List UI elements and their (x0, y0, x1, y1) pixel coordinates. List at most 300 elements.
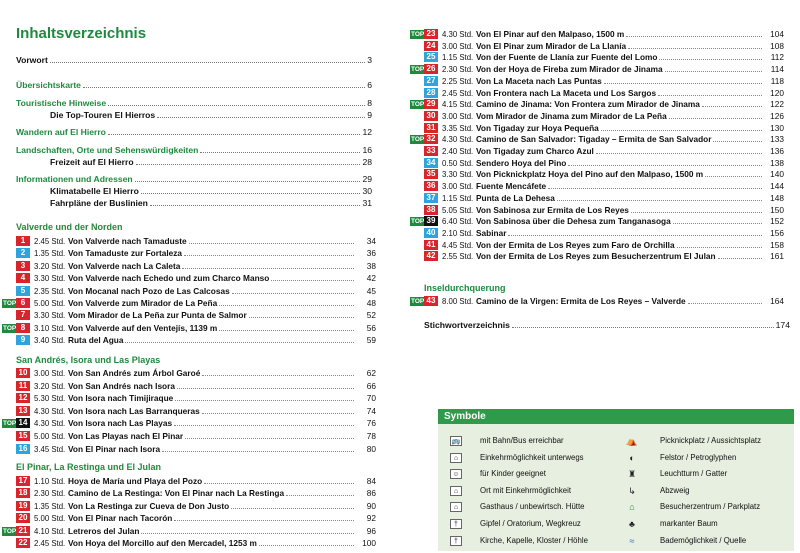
route-title: Von Tigaday zur Hoya Pequeña (476, 122, 599, 133)
toc-entry[interactable] (16, 110, 372, 121)
route-row[interactable] (424, 205, 784, 216)
route-duration: 8.00 Std. (442, 297, 474, 306)
left-column (3, 0, 376, 553)
route-number-badge: 8 (16, 323, 30, 333)
route-page: 38 (366, 260, 376, 271)
route-title-wrap (68, 236, 356, 247)
top-badge: TOP (411, 298, 425, 305)
route-duration: 2.40 Std. (442, 147, 474, 156)
section-heading-insel: Inseldurchquerung (424, 283, 506, 293)
route-row[interactable] (424, 41, 784, 52)
route-row[interactable] (16, 310, 376, 321)
symbol-legend-title: Symbole (438, 409, 794, 424)
toc-entry-page: 30 (362, 186, 372, 196)
route-page: 45 (366, 285, 376, 296)
route-row[interactable] (424, 76, 784, 87)
route-title-wrap (476, 29, 764, 40)
route-row[interactable] (16, 538, 376, 549)
route-number-badge: 3 (16, 261, 30, 271)
route-title: Von San Andrés zum Árbol Garoé (68, 368, 201, 378)
route-title: Von El Pinar zum Mirador de La Llanía (476, 40, 627, 51)
route-title: Von Sabinosa zur Ermita de Los Reyes (476, 204, 629, 215)
symbol-label: Kirche, Kapelle, Kloster / Höhle (480, 535, 588, 545)
route-row[interactable] (411, 216, 784, 227)
dot-leader (705, 169, 762, 177)
toc-entry-index[interactable] (424, 320, 790, 331)
route-duration: 3.20 Std. (34, 261, 66, 271)
route-row[interactable] (16, 286, 376, 297)
route-title-wrap (476, 158, 764, 169)
route-row[interactable] (3, 298, 376, 309)
route-title-wrap (476, 146, 764, 157)
toc-entry-page: 174 (775, 320, 790, 330)
route-row[interactable] (16, 236, 376, 247)
dot-leader (108, 98, 365, 106)
route-page: 78 (366, 431, 376, 441)
symbol-label: Bademöglichkeit / Quelle (660, 535, 747, 545)
route-row[interactable] (16, 393, 376, 404)
route-title: Von der Ermita de Los Reyes zum Besucherzentrum El Julan (476, 251, 716, 262)
dot-leader (125, 335, 354, 343)
route-row[interactable] (16, 513, 376, 524)
symbol-icon: ⌂ (629, 502, 635, 513)
dot-leader (688, 296, 762, 304)
route-duration: 2.45 Std. (442, 88, 474, 98)
route-title-wrap (476, 193, 764, 204)
dot-leader (136, 157, 361, 165)
dot-leader (202, 406, 354, 414)
dot-leader (174, 418, 354, 426)
route-page: 76 (366, 418, 376, 429)
section-heading-el-pinar: El Pinar, La Restinga und El Julan (16, 462, 162, 472)
dot-leader (249, 310, 354, 318)
toc-entry-label: Stichwortverzeichnis (424, 320, 510, 330)
route-page: 52 (366, 310, 376, 321)
symbol-icon: ⛺ (626, 436, 638, 446)
route-duration: 4.45 Std. (442, 240, 474, 250)
route-duration: 1.35 Std. (34, 501, 66, 511)
toc-entry-page: 6 (367, 80, 372, 90)
dot-leader (185, 431, 354, 439)
route-title-wrap (68, 418, 356, 429)
route-title-wrap (68, 286, 356, 297)
route-title: Von Mocanal nach Pozo de Las Calcosas (68, 285, 230, 296)
route-number-badge: 12 (16, 393, 30, 403)
toc-entry-label: Vorwort (16, 55, 48, 65)
dot-leader (659, 52, 762, 60)
symbol-label: Picknickplatz / Aussichtsplatz (660, 436, 761, 445)
route-title-wrap (68, 323, 356, 334)
toc-entry-page: 8 (367, 98, 372, 108)
dot-leader (219, 323, 354, 331)
route-title: Von Valverde nach Echedo und zum Charco Manso (68, 273, 270, 284)
route-row[interactable] (16, 476, 376, 487)
route-page: 130 (770, 122, 784, 133)
route-title-wrap (68, 444, 356, 455)
route-title-wrap (68, 501, 356, 512)
dot-leader (626, 29, 762, 37)
route-title-wrap (68, 368, 356, 379)
route-page: 118 (770, 75, 784, 86)
route-row[interactable] (424, 146, 784, 157)
route-title-wrap (68, 248, 356, 259)
route-number-badge: 24 (424, 41, 438, 51)
route-title-wrap (476, 111, 764, 122)
dot-leader (177, 381, 354, 389)
dot-leader (175, 393, 354, 401)
dot-leader (204, 476, 354, 484)
route-row[interactable] (16, 406, 376, 417)
route-row[interactable] (424, 111, 784, 122)
route-row[interactable] (411, 29, 784, 40)
route-title: Von Valverde zum Mirador de La Peña (68, 298, 218, 308)
route-title-wrap (68, 406, 356, 417)
route-page: 120 (770, 87, 784, 98)
toc-entry[interactable] (16, 157, 372, 168)
route-duration: 2.10 Std. (442, 228, 474, 238)
route-page: 152 (770, 216, 784, 227)
toc-entry-page: 16 (362, 145, 372, 155)
route-title-wrap (476, 228, 764, 239)
route-title-wrap (68, 298, 356, 309)
symbol-icon: ↳ (628, 485, 636, 496)
route-duration: 2.25 Std. (442, 76, 474, 86)
route-duration: 3.30 Std. (442, 170, 474, 180)
route-row[interactable] (424, 52, 784, 63)
route-duration: 3.00 Std. (442, 41, 474, 51)
route-number-badge: 35 (424, 169, 438, 179)
route-title-wrap (68, 261, 356, 272)
route-page: 161 (770, 251, 784, 262)
symbol-icon: † (450, 536, 462, 546)
route-number-badge: 29 (424, 99, 438, 109)
route-number-badge: 27 (424, 76, 438, 86)
route-duration: 1.15 Std. (442, 53, 474, 63)
route-title: Von Las Playas nach El Pinar (68, 431, 184, 441)
route-duration: 4.15 Std. (442, 100, 474, 110)
route-page: 80 (366, 443, 376, 454)
route-title-wrap (476, 64, 764, 75)
route-number-badge: 4 (16, 273, 30, 283)
route-row[interactable] (3, 525, 376, 537)
route-row[interactable] (424, 240, 784, 251)
route-duration: 3.00 Std. (442, 182, 474, 192)
symbol-icon: 🚌 (451, 438, 461, 445)
route-number-badge: 38 (424, 205, 438, 215)
route-number-badge: 37 (424, 193, 438, 203)
route-title: Camino de La Restinga: Von El Pinar nach La Restinga (68, 488, 285, 499)
toc-entry-label: Landschaften, Orte und Sehenswürdigkeiten (16, 145, 199, 155)
toc-entry-label: Freizeit auf El Hierro (50, 157, 134, 167)
route-number-badge: 19 (16, 501, 30, 511)
route-duration: 5.05 Std. (442, 205, 474, 215)
symbol-label: Gasthaus / unbewirtsch. Hütte (480, 502, 585, 512)
dot-leader (548, 181, 762, 189)
route-duration: 3.00 Std. (34, 369, 66, 378)
toc-entry[interactable] (16, 98, 372, 109)
toc-entry-label: Übersichtskarte (16, 80, 81, 90)
route-title: Vom Mirador de Jinama zum Mirador de La Peña (476, 110, 667, 121)
route-title-wrap (68, 488, 356, 499)
toc-entry-page: 28 (362, 157, 372, 167)
route-number-badge: 20 (16, 513, 30, 523)
toc-entry[interactable] (16, 174, 372, 185)
route-row[interactable] (411, 99, 784, 110)
dot-leader (135, 174, 361, 182)
route-number-badge: 2 (16, 248, 30, 258)
route-number-badge: 14 (16, 418, 30, 428)
route-row[interactable] (16, 368, 376, 379)
dot-leader (557, 193, 762, 201)
route-page: 34 (366, 236, 376, 246)
route-number-badge: 7 (16, 310, 30, 320)
top-badge: TOP (3, 300, 17, 307)
route-page: 56 (366, 322, 376, 333)
route-page: 59 (366, 335, 376, 346)
route-row[interactable] (424, 193, 784, 204)
symbol-label: Besucherzentrum / Parkplatz (660, 502, 761, 512)
route-duration: 4.30 Std. (34, 419, 66, 429)
route-row[interactable] (424, 169, 784, 180)
route-title-wrap (476, 134, 764, 145)
route-number-badge: 36 (424, 181, 438, 191)
route-page: 133 (770, 134, 784, 145)
route-duration: 3.10 Std. (34, 323, 66, 333)
route-title-wrap (68, 538, 356, 549)
symbol-icon: ⌂ (450, 453, 462, 463)
top-badge: TOP (411, 218, 425, 226)
dot-leader (83, 80, 365, 88)
top-badge: TOP (411, 101, 425, 109)
route-duration: 5.00 Std. (34, 299, 66, 308)
route-title-wrap (68, 513, 356, 524)
route-duration: 2.45 Std. (34, 539, 66, 548)
route-number-badge: 13 (16, 406, 30, 416)
route-title: Von El Pinar auf den Malpaso, 1500 m (476, 29, 625, 39)
route-page: 112 (770, 52, 784, 63)
dot-leader (50, 55, 365, 63)
route-title: Letreros del Julan (68, 525, 140, 536)
route-duration: 6.40 Std. (442, 217, 474, 227)
route-page: 48 (366, 298, 376, 308)
top-badge: TOP (411, 31, 425, 38)
dot-leader (141, 526, 354, 534)
route-duration: 4.30 Std. (34, 406, 66, 416)
route-number-badge: 10 (16, 368, 30, 378)
route-duration: 3.30 Std. (34, 311, 66, 321)
route-row[interactable] (424, 123, 784, 134)
route-title: Von Picknickplatz Hoya del Pino auf den Malpaso, 1500 m (476, 169, 704, 180)
route-duration: 0.50 Std. (442, 158, 474, 168)
toc-entry-page: 3 (367, 55, 372, 65)
route-row[interactable] (424, 181, 784, 192)
route-title: Von der Hoya de Fireba zum Mirador de Jinama (476, 64, 663, 75)
route-title-wrap (68, 273, 356, 284)
route-page: 66 (366, 380, 376, 391)
symbol-label: Gipfel / Oratorium, Wegkreuz (480, 519, 581, 528)
dot-leader (231, 501, 354, 509)
symbol-label: für Kinder geeignet (480, 469, 546, 479)
section-heading-valverde: Valverde und der Norden (16, 222, 123, 232)
route-page: 104 (770, 29, 784, 39)
route-duration: 2.30 Std. (442, 65, 474, 75)
toc-entry[interactable] (16, 198, 372, 209)
route-row[interactable] (424, 158, 784, 169)
route-row[interactable] (411, 64, 784, 75)
route-row[interactable] (3, 322, 376, 334)
toc-entry[interactable] (16, 127, 372, 138)
route-number-badge: 30 (424, 111, 438, 121)
route-title: Von El Pinar nach Isora (68, 443, 161, 454)
top-badge: TOP (411, 136, 425, 144)
route-number-badge: 17 (16, 476, 30, 486)
route-number-badge: 22 (16, 538, 30, 548)
route-page: 86 (366, 488, 376, 499)
route-page: 62 (366, 368, 376, 378)
route-title: Fuente Mencáfete (476, 181, 547, 192)
route-number-badge: 28 (424, 88, 438, 98)
route-title: Von Hoya del Morcillo auf den Mercadel, 1253 m (68, 538, 257, 548)
route-number-badge: 23 (424, 29, 438, 39)
route-number-badge: 34 (424, 158, 438, 168)
symbol-label: mit Bahn/Bus erreichbar (480, 436, 564, 445)
route-title: Von Tigaday zum Charco Azul (476, 146, 594, 156)
route-row[interactable] (3, 418, 376, 429)
route-page: 148 (770, 192, 784, 203)
route-number-badge: 6 (16, 298, 30, 308)
route-duration: 2.45 Std. (34, 237, 66, 246)
route-duration: 1.10 Std. (34, 477, 66, 486)
toc-entry[interactable] (16, 145, 372, 156)
route-title: Von Valverde nach La Caleta (68, 260, 181, 271)
symbol-icon: ⌂ (450, 486, 462, 496)
route-title-wrap (68, 335, 356, 346)
toc-entry-page: 9 (367, 110, 372, 120)
route-number-badge: 18 (16, 488, 30, 498)
route-row[interactable] (16, 381, 376, 392)
route-row[interactable] (424, 228, 784, 239)
route-title: Von der Fuente de Llanía zur Fuente del Lomo (476, 52, 658, 63)
dot-leader (702, 99, 762, 107)
route-duration: 5.00 Std. (34, 432, 66, 441)
route-title-wrap (68, 381, 356, 392)
route-number-badge: 42 (424, 251, 438, 261)
symbol-icon: ♜ (627, 469, 637, 480)
route-page: 126 (770, 110, 784, 121)
route-number-badge: 31 (424, 123, 438, 133)
route-page: 156 (770, 227, 784, 238)
route-title: Camino de San Salvador: Tigaday – Ermita de San Salvador (476, 134, 712, 145)
route-duration: 2.55 Std. (442, 252, 474, 262)
route-title-wrap (68, 310, 356, 321)
symbol-icon: † (450, 519, 462, 529)
route-title: Von San Andrés nach Isora (68, 380, 175, 391)
route-page: 100 (362, 538, 376, 548)
toc-entry[interactable] (16, 186, 372, 197)
dot-leader (677, 240, 762, 248)
route-number-badge: 21 (16, 526, 30, 536)
route-title: Von Frontera nach La Maceta und Los Sargos (476, 87, 657, 98)
route-row[interactable] (16, 444, 376, 455)
route-title-wrap (68, 431, 356, 442)
route-row[interactable] (16, 488, 376, 499)
route-row[interactable] (411, 296, 784, 307)
toc-entry-page: 31 (362, 198, 372, 208)
route-title-wrap (476, 123, 764, 134)
dot-leader (182, 261, 354, 269)
route-title-wrap (476, 88, 764, 99)
dot-leader (150, 198, 361, 206)
route-row[interactable] (16, 273, 376, 284)
dot-leader (718, 251, 762, 259)
route-duration: 2.30 Std. (34, 489, 66, 499)
route-page: 136 (770, 146, 784, 156)
route-title: Von Tamaduste zur Fortaleza (68, 248, 183, 259)
dot-leader (673, 216, 762, 224)
dot-leader (669, 111, 762, 119)
route-title: Von Isora nach Las Barranqueras (68, 405, 200, 416)
route-page: 70 (366, 393, 376, 404)
symbol-icon: ≈ (629, 535, 635, 546)
route-row[interactable] (16, 431, 376, 442)
route-title-wrap (476, 76, 764, 87)
route-title-wrap (476, 41, 764, 52)
route-title: Von Sabinosa über die Dehesa zum Tanganasoga (476, 216, 671, 227)
dot-leader (286, 488, 354, 496)
route-row[interactable] (16, 248, 376, 259)
route-title-wrap (476, 99, 764, 110)
route-row[interactable] (16, 501, 376, 512)
route-duration: 3.45 Std. (34, 444, 66, 454)
dot-leader (184, 248, 354, 256)
route-row[interactable] (424, 251, 784, 262)
dot-leader (713, 134, 762, 142)
route-title: Von La Restinga zur Cueva de Don Justo (68, 500, 230, 511)
dot-leader (604, 76, 762, 84)
route-title-wrap (68, 526, 356, 537)
toc-entry-label: Wandern auf El Hierro (16, 127, 106, 137)
dot-leader (508, 228, 762, 236)
route-title-wrap (68, 476, 356, 487)
route-number-badge: 41 (424, 240, 438, 250)
dot-leader (174, 513, 354, 521)
route-page: 122 (770, 99, 784, 110)
route-duration: 5.30 Std. (34, 394, 66, 404)
route-row[interactable] (424, 88, 784, 99)
route-title-wrap (476, 205, 764, 216)
dot-leader (601, 123, 762, 131)
route-page: 36 (366, 248, 376, 259)
symbol-label: Einkehrmöglichkeit unterwegs (480, 452, 584, 462)
route-title: Von Isora nach Las Playas (68, 418, 173, 429)
route-duration: 4.30 Std. (442, 135, 474, 145)
route-row[interactable] (16, 335, 376, 346)
symbol-icon: ♣ (629, 519, 635, 529)
route-row[interactable] (16, 261, 376, 272)
toc-entry[interactable] (16, 55, 372, 66)
route-number-badge: 40 (424, 228, 438, 238)
route-number-badge: 32 (424, 134, 438, 144)
route-title: Von Valverde auf den Ventejís, 1139 m (68, 322, 218, 333)
toc-entry[interactable] (16, 80, 372, 91)
route-row[interactable] (411, 134, 784, 145)
toc-entry-label: Die Top-Touren El Hierros (50, 110, 156, 120)
dot-leader (658, 88, 762, 96)
toc-entry-label: Klimatabelle El Hierro (50, 186, 139, 196)
route-title: Ruta del Agua (68, 335, 124, 346)
toc-entry-label: Informationen und Adressen (16, 174, 133, 184)
dot-leader (232, 286, 354, 294)
